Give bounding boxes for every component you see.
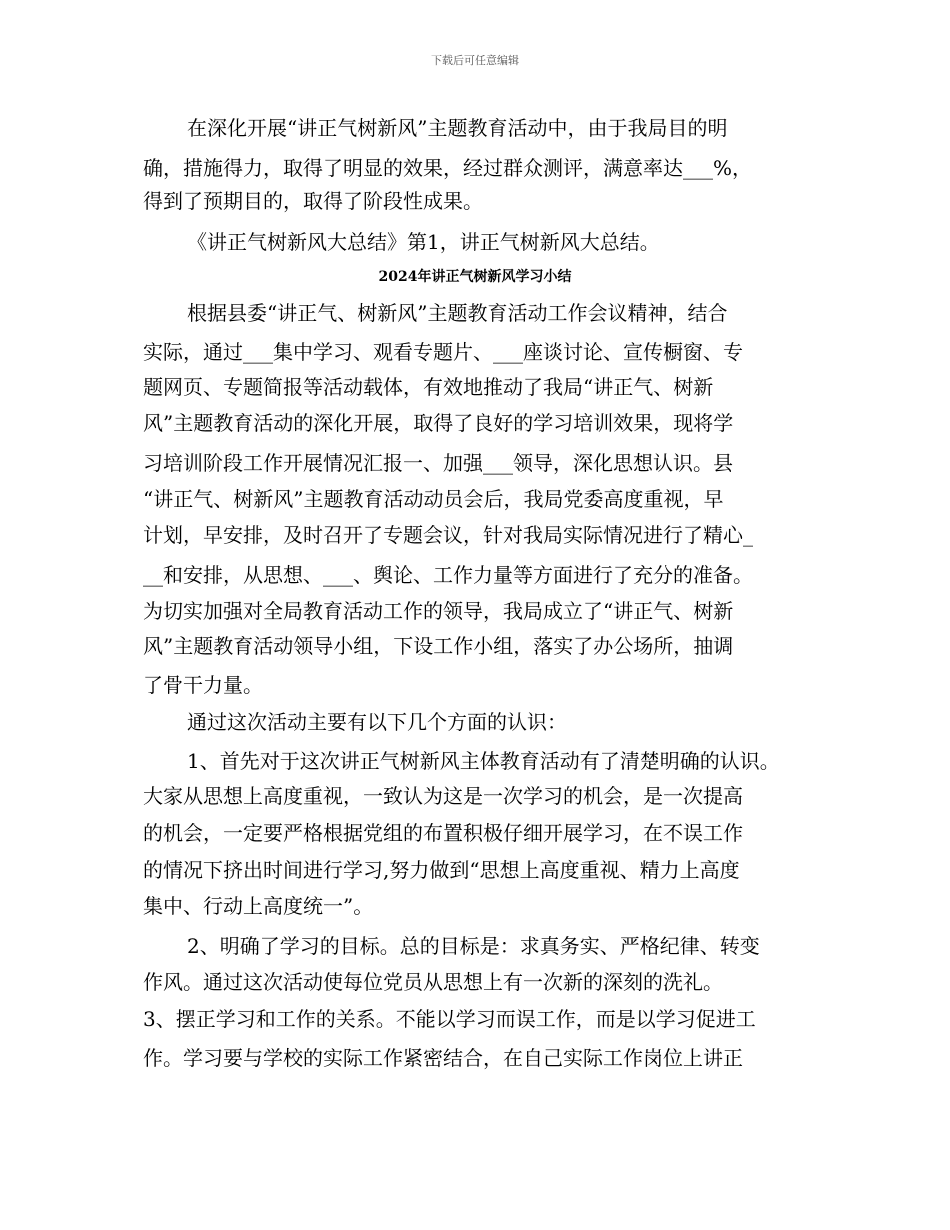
paragraph-line: 《讲正气树新风大总结》第1，讲正气树新风大总结。 xyxy=(187,230,660,254)
paragraph-line: 1、首先对于这次讲正气树新风主体教育活动有了清楚明确的认识。 xyxy=(187,749,780,773)
paragraph-line: 题网页、专题简报等活动载体，有效地推动了我局“讲正气、树新 xyxy=(143,375,714,399)
paragraph-line: __和安排，从思想、___、舆论、工作力量等方面进行了充分的准备。 xyxy=(143,563,753,587)
document-title: 2024年讲正气树新风学习小结 xyxy=(378,269,572,285)
paragraph-line: 确，措施得力，取得了明显的效果，经过群众测评，满意率达___%， xyxy=(143,156,753,180)
paragraph-line: 通过这次活动主要有以下几个方面的认识： xyxy=(187,710,567,734)
paragraph-line: 2、明确了学习的目标。总的目标是：求真务实、严格纪律、转变 xyxy=(187,934,760,958)
paragraph-line: 大家从思想上高度重视，一致认为这是一次学习的机会，是一次提高 xyxy=(143,784,743,808)
paragraph-line: 计划，早安排，及时召开了专题会议，针对我局实际情况进行了精心_ xyxy=(143,523,753,547)
paragraph-line: 3、摆正学习和工作的关系。不能以学习而误工作，而是以学习促进工 xyxy=(143,1007,756,1031)
paragraph-line: 根据县委“讲正气、树新风”主题教育活动工作会议精神，结合 xyxy=(187,301,728,325)
page-header: 下载后可任意编辑 xyxy=(431,54,519,67)
paragraph-line: 作风。通过这次活动使每位党员从思想上有一次新的深刻的洗礼。 xyxy=(143,970,723,994)
paragraph-line: “讲正气、树新风”主题教育活动动员会后，我局党委高度重视，早 xyxy=(143,487,724,511)
paragraph-line: 习培训阶段工作开展情况汇报一、加强___领导，深化思想认识。县 xyxy=(143,451,733,475)
paragraph-line: 集中、行动上高度统一”。 xyxy=(143,894,374,918)
paragraph-line: 风”主题教育活动领导小组，下设工作小组，落实了办公场所，抽调 xyxy=(143,634,734,658)
paragraph-line: 实际，通过___集中学习、观看专题片、___座谈讨论、宣传橱窗、专 xyxy=(143,340,743,364)
paragraph-line: 的情况下挤出时间进行学习,努力做到“思想上高度重视、精力上高度 xyxy=(143,858,740,882)
paragraph-line: 的机会，一定要严格根据党组的布置积极仔细开展学习，在不误工作 xyxy=(143,821,743,845)
paragraph-line: 得到了预期目的，取得了阶段性成果。 xyxy=(143,189,483,213)
paragraph-line: 风”主题教育活动的深化开展，取得了良好的学习培训效果，现将学 xyxy=(143,411,734,435)
paragraph-line: 在深化开展“讲正气树新风”主题教育活动中，由于我局目的明 xyxy=(187,116,728,140)
paragraph-line: 作。学习要与学校的实际工作紧密结合，在自己实际工作岗位上讲正 xyxy=(143,1046,743,1070)
paragraph-line: 了骨干力量。 xyxy=(143,673,263,697)
paragraph-line: 为切实加强对全局教育活动工作的领导，我局成立了“讲正气、树新 xyxy=(143,599,734,623)
